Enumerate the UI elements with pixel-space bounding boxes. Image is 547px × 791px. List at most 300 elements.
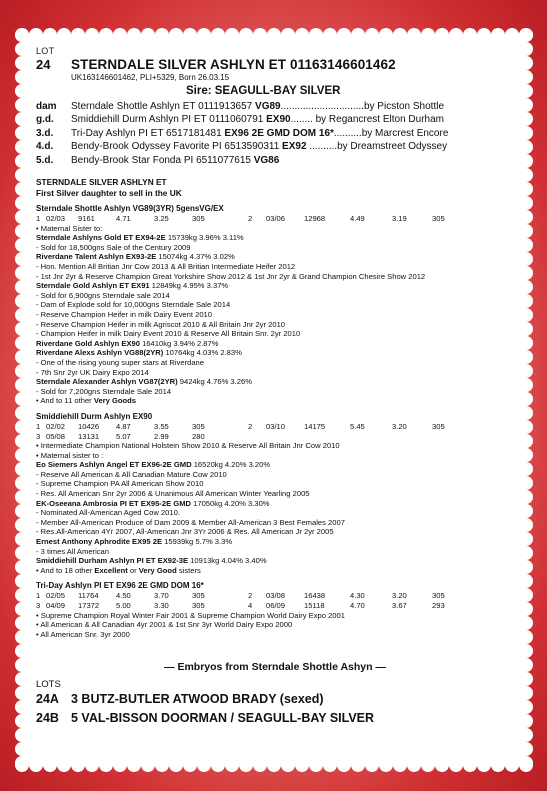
pedigree-text: [71, 100, 444, 113]
plain-text: 17050kg 4.20% 3.30%: [193, 498, 270, 508]
scallop-dot: [477, 28, 491, 42]
record-cell: 3.19: [392, 214, 407, 224]
plain-text: • Maternal Sister to:: [36, 223, 103, 233]
pedigree-row: [36, 140, 514, 153]
record-cell: 1: [36, 591, 41, 601]
pedigree-sire: ..........by Marcrest Encore: [333, 127, 449, 139]
record-cell: 15118: [304, 601, 325, 610]
sublot-number: 24B: [36, 711, 59, 726]
scallop-dot: [519, 126, 533, 140]
info-line: [36, 537, 514, 547]
scallop-dot: [519, 742, 533, 756]
record-cell: 3: [36, 601, 41, 610]
scallop-dot: [15, 490, 29, 504]
record-cell: 4.50: [116, 591, 131, 601]
info-line: [36, 368, 514, 378]
sublot-row: [36, 690, 514, 709]
pedigree-label: dam: [36, 101, 57, 112]
scallop-dot: [141, 28, 155, 42]
record-cell: 2: [248, 214, 253, 224]
scallop-dot: [519, 196, 533, 210]
plain-text: - Reserve Champion Heifer in milk Agriscot 2010 & All Britain Jnr 2yr 2010: [36, 319, 286, 329]
scallop-dot: [15, 98, 29, 112]
scallop-dot: [491, 28, 505, 42]
pedigree-name: Smiddiehill Durm Ashlyn PI ET 0111060791: [71, 114, 267, 126]
scallop-dot: [29, 758, 43, 772]
scallop-dot: [155, 28, 169, 42]
record-cell: 3.55: [154, 421, 169, 431]
record-cell: 02/02: [46, 421, 66, 431]
scallop-dot: [519, 112, 533, 126]
record-cell: 280: [192, 431, 205, 441]
plain-text: 15939kg 5.7% 3.3%: [164, 537, 233, 547]
info-line: [36, 566, 514, 576]
scallop-dot: [197, 28, 211, 42]
scallop-dot: [15, 42, 29, 56]
scallop-dot: [519, 630, 533, 644]
info-line: [36, 460, 514, 470]
info-line: [36, 479, 514, 489]
scallop-dot: [169, 758, 183, 772]
scallop-dot: [323, 28, 337, 42]
scallop-dot: [211, 28, 225, 42]
lactation-record: [36, 591, 514, 601]
pedigree-label: 3.d.: [36, 127, 54, 139]
info-line: [36, 300, 514, 310]
record-cell: 3.70: [154, 591, 169, 601]
info-line: [36, 243, 514, 253]
bold-text: Sterndale Alexander Ashlyn VG87(2YR): [36, 377, 180, 387]
plain-text: - Sold for 6,900gns Sterndale sale 2014: [36, 290, 170, 300]
plain-text: - Champion Heifer in milk Dairy Event 2010 & Reserve All Britain Snr. 2yr 2010: [36, 329, 301, 339]
info-line: [36, 441, 514, 451]
pedigree-text: [71, 154, 279, 167]
record-cell: 10426: [78, 421, 100, 431]
plain-text: or: [127, 565, 139, 575]
intro-note: First Silver daughter to sell in the UK: [36, 187, 182, 198]
scallop-dot: [15, 224, 29, 238]
scallop-dot: [225, 758, 239, 772]
scallop-dot: [519, 42, 533, 56]
scallop-dot: [15, 322, 29, 336]
info-line: [36, 339, 514, 349]
record-cell: 4: [248, 601, 253, 610]
info-line: [36, 262, 514, 272]
info-line: [36, 556, 514, 566]
scallop-dot: [85, 758, 99, 772]
pedigree-text: [71, 127, 448, 140]
scallop-dot: [519, 378, 533, 392]
pedigree-row: [36, 127, 514, 140]
record-cell: 3.20: [392, 421, 407, 431]
scallop-dot: [15, 126, 29, 140]
scallop-dot: [15, 504, 29, 518]
scallop-dot: [15, 112, 29, 126]
scallop-dot: [15, 294, 29, 308]
lot-name: STERNDALE SILVER ASHLYN ET 01163146601462: [71, 57, 396, 72]
scallop-dot: [99, 758, 113, 772]
scallop-dot: [85, 28, 99, 42]
scallop-dot: [519, 616, 533, 630]
pedigree-label: g.d.: [36, 114, 54, 126]
pedigree-name: Bendy-Brook Star Fonda PI 6511077615: [71, 154, 254, 166]
scallop-dot: [519, 518, 533, 532]
plain-text: - Member All-American Produce of Dam 2009 & Member All-American 3 Best Females 2007: [36, 517, 345, 527]
plain-text: 15074kg 4.37% 3.02%: [158, 252, 235, 262]
scallop-dot: [15, 406, 29, 420]
record-cell: 293: [432, 601, 445, 610]
bold-text: Sterndale Gold Ashlyn ET EX91: [36, 281, 152, 291]
scallop-dot: [15, 140, 29, 154]
scallop-dot: [15, 448, 29, 462]
record-cell: 3.20: [392, 591, 407, 601]
info-line: [36, 527, 514, 537]
info-line: [36, 470, 514, 480]
scallop-dot: [519, 756, 533, 770]
plain-text: 16410kg 3.94% 2.87%: [142, 338, 219, 348]
pedigree-sire: ..........by Dreamstreet Odyssey: [306, 141, 448, 153]
scallop-dot: [15, 378, 29, 392]
record-cell: 3.25: [154, 214, 169, 224]
plain-text: - Dam of Explode sold for 10,000gns Sterndale Sale 2014: [36, 300, 231, 310]
info-line: [36, 518, 514, 528]
info-line: [36, 547, 514, 557]
record-cell: 03/10: [266, 421, 286, 431]
record-cell: 17372: [78, 601, 100, 610]
sublot-row: [36, 709, 514, 728]
info-line: [36, 377, 514, 387]
scallop-dot: [15, 462, 29, 476]
scallop-dot: [519, 336, 533, 350]
scallop-dot: [15, 728, 29, 742]
record-cell: 1: [36, 214, 41, 224]
scallop-dot: [267, 758, 281, 772]
record-cell: 305: [432, 214, 445, 224]
scallop-dot: [295, 758, 309, 772]
pedigree-row: [36, 113, 514, 126]
scallop-dot: [15, 616, 29, 630]
plain-text: sisters: [176, 565, 201, 575]
record-cell: 305: [192, 591, 205, 601]
scallop-dot: [519, 434, 533, 448]
scallop-dot: [15, 686, 29, 700]
scallop-dot: [505, 28, 519, 42]
pedigree-list: [36, 100, 514, 167]
scallop-dot: [519, 280, 533, 294]
scallop-dot: [519, 140, 533, 154]
info-line: [36, 630, 514, 640]
scallop-dot: [365, 28, 379, 42]
record-cell: 9161: [78, 214, 95, 224]
scallop-dot: [15, 182, 29, 196]
lots-label: LOTS: [36, 679, 61, 691]
dam-section: [36, 412, 514, 576]
record-cell: 305: [432, 421, 445, 431]
record-cell: 305: [192, 421, 205, 431]
scallop-dot: [519, 210, 533, 224]
sublots-list: [36, 690, 514, 728]
plain-text: • Supreme Champion Royal Winter Fair 2001 & Supreme Champion World Dairy Expo 2001: [36, 610, 345, 620]
plain-text: - 3 times All American: [36, 546, 110, 556]
scallop-dot: [169, 28, 183, 42]
scallop-dot: [15, 308, 29, 322]
scallop-dot: [519, 532, 533, 546]
scallop-dot: [519, 672, 533, 686]
scallop-dot: [15, 602, 29, 616]
scallop-dot: [505, 758, 519, 772]
scallop-dot: [435, 28, 449, 42]
scallop-dot: [15, 644, 29, 658]
bold-text: Very Good: [138, 565, 177, 575]
scallop-dot: [239, 28, 253, 42]
scallop-dot: [519, 56, 533, 70]
scallop-dot: [15, 434, 29, 448]
scallop-dot: [519, 70, 533, 84]
plain-text: - Res.All-American 4Yr 2007, All-American Jnr 3Yr 2006 & Res. All American Jr 2yr 2005: [36, 527, 334, 537]
info-line: [36, 272, 514, 282]
info-line: [36, 348, 514, 358]
record-cell: 03/06: [266, 214, 286, 224]
bold-text: Ernest Anthony Aphrodite EX95 2E: [36, 537, 165, 547]
scallop-dot: [519, 420, 533, 434]
record-cell: 305: [432, 591, 445, 601]
scallop-dot: [15, 560, 29, 574]
scallop-dot: [477, 758, 491, 772]
scallop-dot: [15, 420, 29, 434]
scallop-dot: [15, 392, 29, 406]
scallop-dot: [113, 758, 127, 772]
scallop-dot: [519, 168, 533, 182]
pedigree-label: 4.d.: [36, 141, 54, 153]
scallop-dot: [43, 758, 57, 772]
embryos-heading: — Embryos from Sterndale Shottle Ashyn —: [164, 661, 386, 674]
scallop-dot: [449, 758, 463, 772]
plain-text: - Nominated All-American Aged Cow 2010.: [36, 508, 180, 518]
scallop-dot: [71, 758, 85, 772]
scallop-dot: [407, 28, 421, 42]
scallop-dot: [113, 28, 127, 42]
record-cell: [350, 432, 392, 442]
info-line: [36, 329, 514, 339]
scallop-dot: [253, 758, 267, 772]
info-line: [36, 252, 514, 262]
scallop-dot: [393, 28, 407, 42]
info-line: [36, 387, 514, 397]
scallop-dot: [127, 758, 141, 772]
scallop-dot: [421, 28, 435, 42]
pedigree-sire: ........ by Regancrest Elton Durham: [290, 114, 444, 126]
scallop-dot: [281, 28, 295, 42]
scallop-dot: [379, 758, 393, 772]
dam-section: [36, 581, 514, 639]
scallop-dot: [393, 758, 407, 772]
plain-text: - One of the rising young super stars at Riverdane: [36, 357, 204, 367]
record-cell: 14175: [304, 421, 326, 431]
scallop-dot: [519, 462, 533, 476]
scallop-dot: [309, 28, 323, 42]
scallop-dot: [519, 364, 533, 378]
scallop-dot: [15, 336, 29, 350]
scallop-dot: [351, 28, 365, 42]
scallop-dot: [211, 758, 225, 772]
pedigree-grade: VG89: [255, 101, 281, 112]
scallop-dot: [15, 588, 29, 602]
intro-name: STERNDALE SILVER ASHLYN ET: [36, 177, 167, 188]
plain-text: 10764kg 4.03% 2.83%: [165, 348, 242, 358]
bold-text: Sterndale Ashlyns Gold ET EX94-2E: [36, 233, 168, 243]
scallop-dot: [267, 28, 281, 42]
record-cell: 4.30: [350, 591, 365, 601]
scallop-dot: [239, 758, 253, 772]
pedigree-row: [36, 100, 514, 113]
scallop-dot: [29, 28, 43, 42]
record-cell: 4.70: [350, 601, 365, 610]
record-cell: 2.99: [154, 431, 169, 441]
scallop-dot: [463, 758, 477, 772]
scallop-dot: [519, 406, 533, 420]
plain-text: - 7th Snr 2yr UK Dairy Expo 2014: [36, 367, 149, 377]
info-line: [36, 358, 514, 368]
scallop-dot: [519, 224, 533, 238]
scallop-dot: [519, 294, 533, 308]
scallop-dot: [519, 546, 533, 560]
lactation-record: [36, 214, 514, 224]
dam-sections: [36, 204, 514, 639]
record-cell: 02/05: [46, 591, 66, 601]
info-line: [36, 451, 514, 461]
scallop-dot: [519, 154, 533, 168]
scallop-dot: [295, 28, 309, 42]
section-title: Sterndale Shottle Ashlyn VG89(3YR) 5gensVG/EX: [36, 204, 224, 214]
record-cell: 1: [36, 421, 41, 431]
record-cell: 3: [36, 431, 41, 441]
scallop-dot: [15, 714, 29, 728]
scallop-dot: [15, 742, 29, 756]
scallop-dot: [15, 350, 29, 364]
lactation-record: [36, 422, 514, 432]
scallop-dot: [15, 238, 29, 252]
scallop-dot: [15, 70, 29, 84]
plain-text: - Supreme Champion PA All American Show 2010: [36, 479, 204, 489]
scallop-dot: [519, 28, 533, 42]
plain-text: 12849kg 4.95% 3.37%: [151, 281, 229, 291]
record-cell: [304, 432, 350, 442]
scallop-dot: [519, 266, 533, 280]
lactation-record: [36, 432, 514, 442]
record-cell: 16438: [304, 591, 326, 601]
record-cell: [432, 432, 472, 442]
scallop-dot: [57, 28, 71, 42]
scallop-dot: [519, 644, 533, 658]
pedigree-grade: VG86: [253, 154, 280, 166]
plain-text: 9424kg 4.76% 3.26%: [179, 377, 252, 387]
bold-text: Very Goods: [93, 396, 137, 406]
scallop-dot: [127, 28, 141, 42]
pedigree-row: [36, 154, 514, 167]
sublot-number: 24A: [36, 692, 59, 707]
scallop-dot: [15, 700, 29, 714]
plain-text: • All American Snr. 3yr 2000: [36, 629, 130, 639]
scallop-dot: [71, 28, 85, 42]
pedigree-name: Bendy-Brook Odyssey Favorite PI 6513590311: [71, 141, 283, 153]
scallop-dot: [43, 28, 57, 42]
scallop-dot: [15, 630, 29, 644]
scallop-dot: [519, 700, 533, 714]
scallop-dot: [519, 252, 533, 266]
scallop-dot: [15, 196, 29, 210]
scallop-dot: [197, 758, 211, 772]
bold-text: Excellent: [94, 565, 128, 575]
scallop-dot: [519, 504, 533, 518]
scallop-dot: [309, 758, 323, 772]
scallop-dot: [421, 758, 435, 772]
record-cell: 4.87: [116, 421, 131, 431]
lot-entry: [36, 46, 514, 728]
scallop-dot: [449, 28, 463, 42]
record-cell: 12968: [304, 214, 326, 224]
scallop-dot: [15, 476, 29, 490]
info-line: [36, 396, 514, 406]
scallop-dot: [519, 560, 533, 574]
record-cell: 3.67: [392, 601, 407, 610]
scallop-dot: [519, 350, 533, 364]
plain-text: • Intermediate Champion National Holstein Show 2010 & Reserve All Britain Jnr Cow 2010: [36, 441, 340, 451]
record-cell: [266, 432, 304, 442]
scallop-dot: [253, 28, 267, 42]
record-cell: 4.49: [350, 214, 365, 224]
scallop-dot: [491, 758, 505, 772]
record-cell: 2: [248, 591, 253, 601]
scallop-dot: [15, 154, 29, 168]
info-line: [36, 320, 514, 330]
scallop-dot: [379, 28, 393, 42]
record-cell: [392, 432, 432, 442]
info-line: [36, 310, 514, 320]
scallop-dot: [519, 182, 533, 196]
record-cell: 11764: [78, 591, 99, 601]
pedigree-label: 5.d.: [36, 154, 54, 166]
scallop-dot: [519, 686, 533, 700]
bold-text: Riverdane Talent Ashlyn EX93-2E: [36, 252, 159, 262]
record-cell: 5.45: [350, 421, 365, 431]
lot-label: LOT: [36, 46, 55, 56]
plain-text: - Hon. Mention All Britian Jnr Cow 2013 & All Britian Intermediate Heifer 2012: [36, 262, 296, 271]
scallop-dot: [519, 448, 533, 462]
scallop-dot: [15, 364, 29, 378]
plain-text: - Reserve All American & All Canadian Mature Cow 2010: [36, 469, 227, 479]
lactation-record: [36, 601, 514, 611]
sire-line: Sire: SEAGULL-BAY SILVER: [186, 85, 341, 97]
pedigree-sire: ..............................by Picston Shottle: [280, 101, 445, 112]
bold-text: Smiddiehill Durham Ashlyn PI ET EX92-3E: [36, 556, 191, 566]
record-cell: 5.00: [116, 601, 131, 610]
scallop-dot: [519, 238, 533, 252]
intro: [36, 177, 514, 198]
record-cell: 4.71: [116, 214, 131, 224]
scallop-dot: [337, 758, 351, 772]
dam-section: [36, 204, 514, 406]
section-title: Tri-Day Ashlyn PI ET EX96 2E GMD DOM 16*: [36, 581, 204, 591]
info-line: [36, 499, 514, 509]
bold-text: Riverdane Alexs Ashlyn VG88(2YR): [36, 348, 166, 358]
sublot-text: 3 BUTZ-BUTLER ATWOOD BRADY (sexed): [71, 692, 324, 707]
scallop-dot: [15, 56, 29, 70]
section-title: Smiddiehill Durm Ashlyn EX90: [36, 411, 153, 421]
scallop-dot: [15, 252, 29, 266]
plain-text: • And to 11 other: [36, 396, 94, 406]
plain-text: - Reserve Champion Heifer in milk Dairy Event 2010: [36, 309, 212, 319]
scallop-dot: [15, 280, 29, 294]
